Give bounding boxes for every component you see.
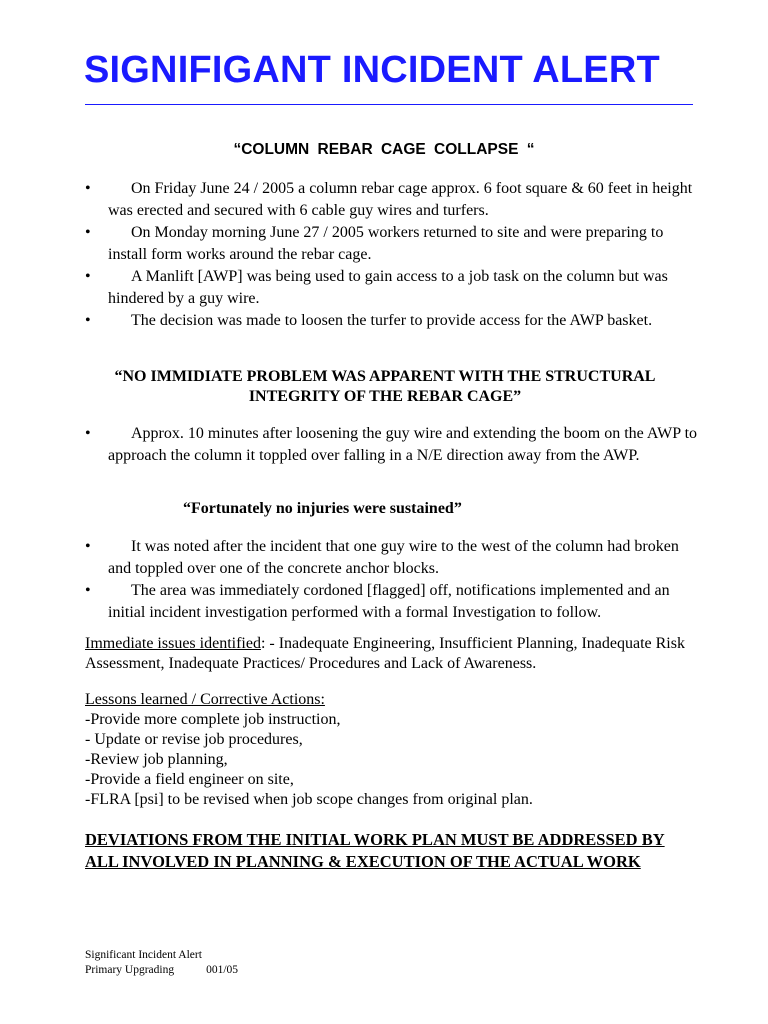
immediate-issues bbox=[85, 634, 700, 674]
lesson-item: -Provide more complete job instruction, bbox=[85, 711, 341, 728]
bullet-icon: • bbox=[85, 582, 91, 599]
lesson-item: -FLRA [psi] to be revised when job scope changes from original plan. bbox=[85, 791, 533, 808]
title-divider bbox=[85, 104, 693, 105]
bullet-list-collapse bbox=[85, 423, 700, 467]
list-item: • It was noted after the incident that one guy wire to the west of the column had broken and toppled over one of the concrete anchor blocks. bbox=[85, 538, 679, 577]
page-title: SIGNIFIGANT INCIDENT ALERT bbox=[84, 49, 660, 91]
bullet-icon: • bbox=[85, 268, 91, 285]
bullet-icon: • bbox=[85, 538, 91, 555]
list-item: • Approx. 10 minutes after loosening the guy wire and extending the boom on the AWP to approach the column it toppled over falling in a N/E direction away from the AWP. bbox=[85, 425, 698, 464]
lessons-learned bbox=[85, 690, 700, 810]
bullet-icon: • bbox=[85, 224, 91, 241]
bullet-icon: • bbox=[85, 425, 91, 442]
list-item: • The area was immediately cordoned [flagged] off, notifications implemented and an initial incident investigation performed with a formal Investigation to follow. bbox=[85, 582, 670, 621]
callout-no-injuries: “Fortunately no injuries were sustained” bbox=[183, 500, 462, 517]
footer-line2 bbox=[85, 963, 238, 978]
list-item: • On Monday morning June 27 / 2005 workers returned to site and were preparing to install form works around the rebar cage. bbox=[85, 224, 664, 263]
bullet-icon: • bbox=[85, 312, 91, 329]
bullet-icon: • bbox=[85, 180, 91, 197]
bullet-list-events bbox=[85, 178, 700, 332]
list-item: • A Manlift [AWP] was being used to gain access to a job task on the column but was hindered by a guy wire. bbox=[85, 268, 668, 307]
list-item: • On Friday June 24 / 2005 a column rebar cage approx. 6 foot square & 60 feet in height was erected and secured with 6 cable guy wires and turfers. bbox=[85, 180, 693, 219]
lesson-item: - Update or revise job procedures, bbox=[85, 731, 303, 748]
list-item: • The decision was made to loosen the turfer to provide access for the AWP basket. bbox=[85, 310, 700, 332]
lessons-label: Lessons learned / Corrective Actions: bbox=[85, 691, 325, 708]
issues-text: : - Inadequate Engineering, Insufficient Planning, Inadequate Risk Assessment, Inadequate Practices/ Procedures and Lack of Awareness. bbox=[85, 635, 685, 672]
callout-no-problem: “NO IMMIDIATE PROBLEM WAS APPARENT WITH THE STRUCTURAL INTEGRITY OF THE REBAR CAGE” bbox=[114, 368, 656, 405]
issues-label: Immediate issues identified bbox=[85, 635, 261, 652]
page-footer bbox=[85, 948, 238, 978]
lesson-item: -Review job planning, bbox=[85, 751, 228, 768]
incident-subtitle: “COLUMN REBAR CAGE COLLAPSE “ bbox=[233, 141, 535, 158]
footer-ref: 001/05 bbox=[206, 964, 239, 976]
lesson-item: -Provide a field engineer on site, bbox=[85, 771, 294, 788]
footer-line1: Significant Incident Alert bbox=[85, 949, 202, 961]
footer-org: Primary Upgrading bbox=[85, 964, 175, 976]
deviation-statement: DEVIATIONS FROM THE INITIAL WORK PLAN MUST BE ADDRESSED BY ALL INVOLVED IN PLANNING & EXECUTION OF THE ACTUAL WORK bbox=[85, 830, 665, 871]
bullet-list-followup bbox=[85, 536, 700, 624]
